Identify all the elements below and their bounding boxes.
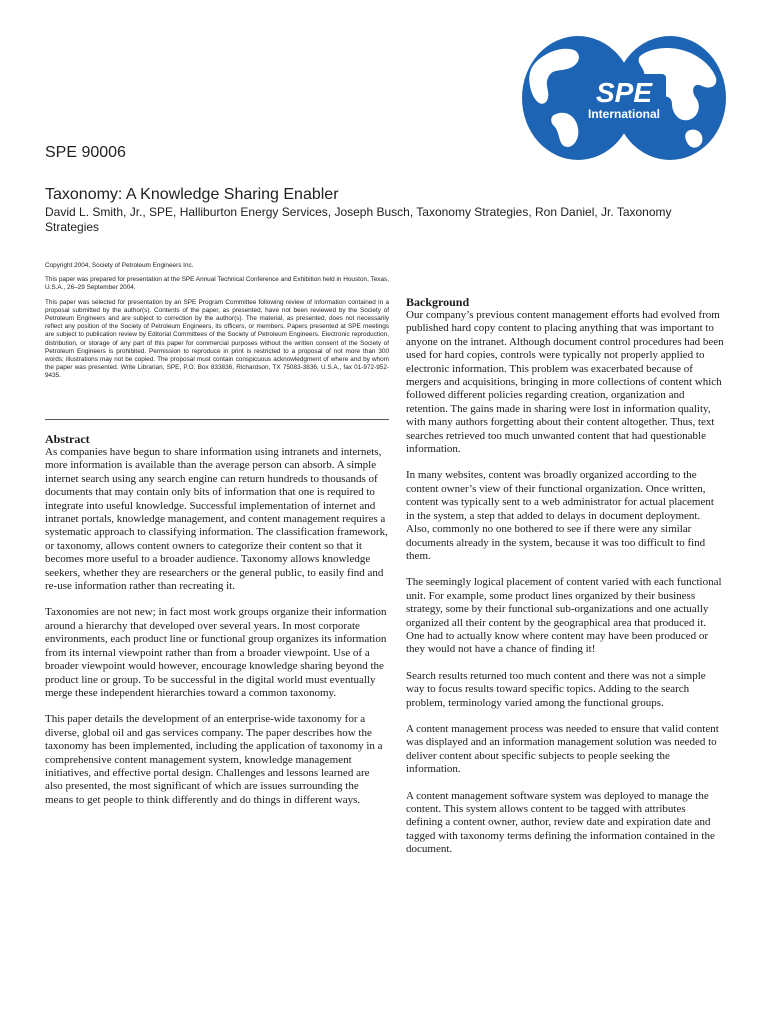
logo-spe-text: SPE [595,77,653,108]
background-paragraph-4: Search results returned too much content and there was not a simple way to focus results toward specific topics. Adding to the search problem, terminology varied among the functional groups. [406,669,706,709]
spe-international-logo [522,34,726,162]
copyright-notice [45,262,389,387]
abstract-paragraph-1: As companies have begun to share information using intranets and internets, more information is available than the average person can absorb. A simple internet search using any search engine can return hundreds to thousands of documents that may contain only bits of information that one is required to integrate into useful knowledge. Successful implementation of internet and intranet portals, knowledge management, and content management requires a systematic approach to classifying information. The classification framework, or taxonomy, allows content owners to categorize their content so that it becomes more useful to a broader audience. Taxonomy allows knowledge seekers, whether they are researchers or the general public, to easily find and re-use information rather than recreating it. [45,446,388,593]
copyright-line: Copyright 2004, Society of Petroleum Engineers Inc. [45,262,194,269]
review-disclaimer: This paper was selected for presentation by an SPE Program Committee following review of information contained in a proposal submitted by the author(s). Contents of the paper, as presented, have not been reviewed by the Society of Petroleum Engineers and are subject to correction by the author(s). The material, as presented, does not necessarily reflect any position of the Society of Petroleum Engineers, its officers, or members. Papers presented at SPE meetings are subject to publication review by Editorial Committees of the Society of Petroleum Engineers. Electronic reproduction, distribution, or storage of any part of this paper for commercial purposes without the written consent of the Society of Petroleum Engineers is prohibited. Permission to reproduce in print is restricted to a proposal of not more than 300 words; illustrations may not be copied. The proposal must contain conspicuous acknowledgment of where and by whom the paper was presented. Write Librarian, SPE, P.O. Box 833836, Richardson, TX 75083-3836, U.S.A., fax 01-972-952-9435. [45,298,389,380]
paper-title: Taxonomy: A Knowledge Sharing Enabler [45,186,339,203]
background-paragraph-3: The seemingly logical placement of content varied with each functional unit. For example, some product lines organized by their business strategy, some by their functional sub-organizations and one actually organized all their content by the geographical area that produced it. One had to actually know where content may have been produced or they would not have a chance of finding it! [406,576,722,656]
background-paragraph-2: In many websites, content was broadly organized according to the content owner’s view of their functional organization. Once written, content was typically sent to a web administrator for actual placement in the system, a step that added to delays in document deployment. Also, commonly no one bothered to see if there were any similar documents already in the system, because it was too difficult to find them. [406,469,714,562]
abstract-paragraph-2: Taxonomies are not new; in fact most work groups organize their information around a hierarchy that developed over several years. In most corporate environments, each product line or functional group organizes its information from its internal viewpoint rather than from a broader viewpoint. Use of a broader viewpoint would however, encourage knowledge sharing beyond the product line or group. To be successful in the digital world must eventually merge these independent hierarchies toward a common taxonomy. [45,606,387,699]
conference-note: This paper was prepared for presentation at the SPE Annual Technical Conference and Exhibition held in Houston, Texas, U.S.A., 26–29 September 2004. [45,276,389,292]
background-section [406,295,724,870]
paper-number: SPE 90006 [45,144,126,161]
abstract-section [45,432,389,820]
abstract-heading: Abstract [45,432,90,446]
background-paragraph-1: Our company’s previous content management efforts had evolved from published hard copy content to placing anything that was important to anyone on the intranet. Although document control procedures had been used for hard copies, controls were typically not properly applied to electronic information. This problem was exacerbated because of mergers and acquisitions, bringing in more collections of content which followed different policies regarding creation, organization and retention. The gains made in sharing were lost in information quality, with many authors forgetting about their content altogether. Thus, text searches retrieved too much unwanted content that had questionable information. [406,309,724,456]
logo-international-text: International [587,107,661,121]
copyright-divider [45,419,389,420]
background-paragraph-6: A content management software system was deployed to manage the content. This system allows content to be tagged with attributes defining a content owner, author, review date and expiration date and tagged with taxonomy terms defining the information contained in the document. [406,789,715,856]
background-paragraph-5: A content management process was needed to ensure that valid content was displayed and an information management solution was needed to deliver content about specific subjects to people seeking the information. [406,722,719,776]
abstract-paragraph-3: This paper details the development of an enterprise-wide taxonomy for a diverse, global oil and gas services company. The paper describes how the taxonomy has been implemented, including the application of taxonomy in a comprehensive content management system, knowledge management initiatives, and effective portal design. Challenges and lessons learned are also presented, the most significant of which are issues surrounding the means to get people to think differently and do things in different ways. [45,713,383,806]
background-heading: Background [406,295,470,309]
paper-authors: David L. Smith, Jr., SPE, Halliburton Energy Services, Joseph Busch, Taxonomy Strategies, Ron Daniel, Jr. Taxonomy Strategies [45,205,672,234]
